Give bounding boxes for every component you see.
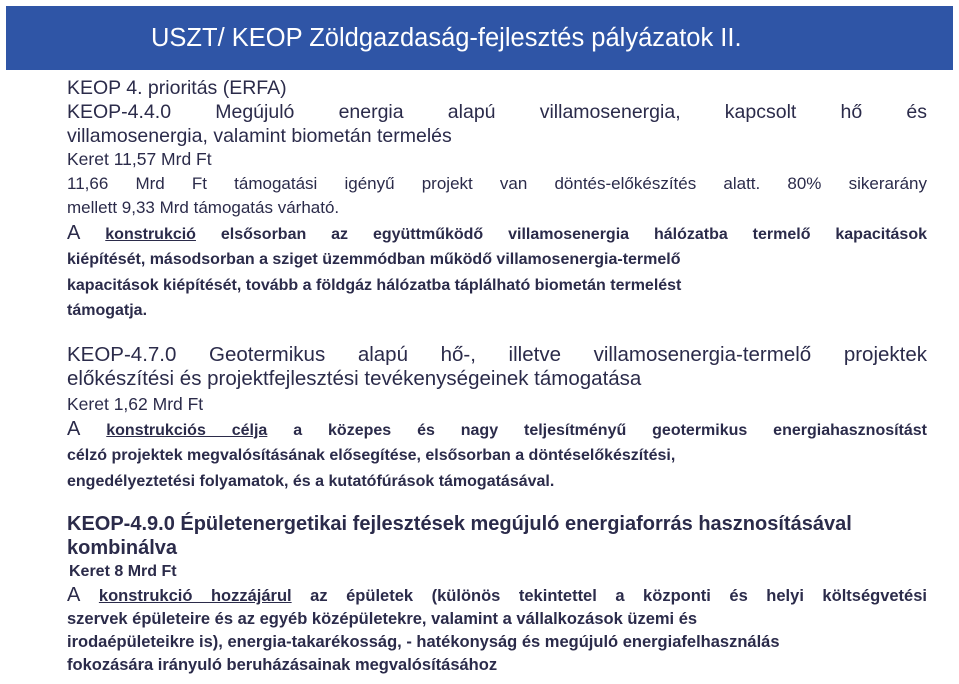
section3-desc-line3: irodaépületeikre is), energia-takarékosság, - hatékonyság és megújuló energiafelhasználás [67,633,780,651]
section1-desc-line2: kiépítését, másodsorban a sziget üzemmódban működő villamosenergia-termelő [67,251,681,268]
section3-desc-line4: fokozására irányuló beruházásainak megvalósításához [67,656,498,674]
section1-status-line2: mellett 9,33 Mrd támogatás várható. [67,198,340,217]
header-bar [6,6,953,70]
section3-budget: Keret 8 Mrd Ft [69,563,177,580]
section2-desc-line1-rest: a közepes és nagy teljesítményű geotermikus energiahasznosítást [293,421,928,439]
section1-desc-link[interactable]: konstrukció [105,225,196,243]
section2-budget: Keret 1,62 Mrd Ft [67,393,204,414]
section1-title-line2: villamosenergia, valamint biometán termelés [67,125,452,147]
section2-desc-line1 [67,417,927,444]
section3-title-line1: KEOP-4.9.0 Épületenergetikai fejlesztések megújuló energiaforrás hasznosításával [67,513,852,535]
section-keop-4-4-0 [67,76,927,324]
section-keop-4-9-0 [67,512,927,677]
section1-desc-line1-rest: elsősorban az együttműködő villamosenergia hálózatba termelő kapacitások [220,225,927,243]
section3-desc-line2: szervek épületeire és az egyéb középületekre, valamint a vállalkozások üzemi és [67,610,698,628]
content-area [67,76,927,677]
section2-desc-lead: A [67,417,81,440]
section3-desc-line1-rest: az épületek (különös tekintettel a központi és helyi költségvetési [310,587,927,605]
section-keop-4-7-0 [67,343,927,495]
priority-label: KEOP 4. prioritás (ERFA) [67,77,287,99]
section1-desc-lead: A [67,221,81,244]
section1-budget: Keret 11,57 Mrd Ft [67,149,212,169]
section2-title-line2: előkészítési és projektfejlesztési tevékenységeinek támogatása [67,366,642,390]
section3-desc-lead: A [67,584,81,606]
section3-title-line2: kombinálva [67,537,178,559]
section1-title-line1: KEOP-4.4.0 Megújuló energia alapú villamosenergia, kapcsolt hő és [67,101,927,123]
section1-desc-line1 [67,221,927,248]
section3-desc-link[interactable]: konstrukció hozzájárul [98,587,292,605]
section1-status-line1: 11,66 Mrd Ft támogatási igényű projekt van döntés-előkészítés alatt. 80% sikerarány [67,173,927,193]
section3-desc-line1 [67,584,927,608]
page-title: USZT/ KEOP Zöldgazdaság-fejlesztés pályázatok II. [151,24,742,52]
section1-desc-line4: támogatja. [67,302,148,319]
section1-desc-line3: kapacitások kiépítését, tovább a földgáz hálózatba táplálható biometán termelést [67,276,682,294]
section2-desc-line3: engedélyeztetési folyamatok, és a kutatófúrások támogatásával. [67,472,555,490]
section2-title-line1: KEOP-4.7.0 Geotermikus alapú hő-, illetve villamosenergia-termelő projektek [67,342,927,366]
section2-desc-line2: célzó projektek megvalósításának elősegítése, elsősorban a döntéselőkészítési, [67,447,676,464]
section2-desc-link[interactable]: konstrukciós célja [106,421,268,439]
